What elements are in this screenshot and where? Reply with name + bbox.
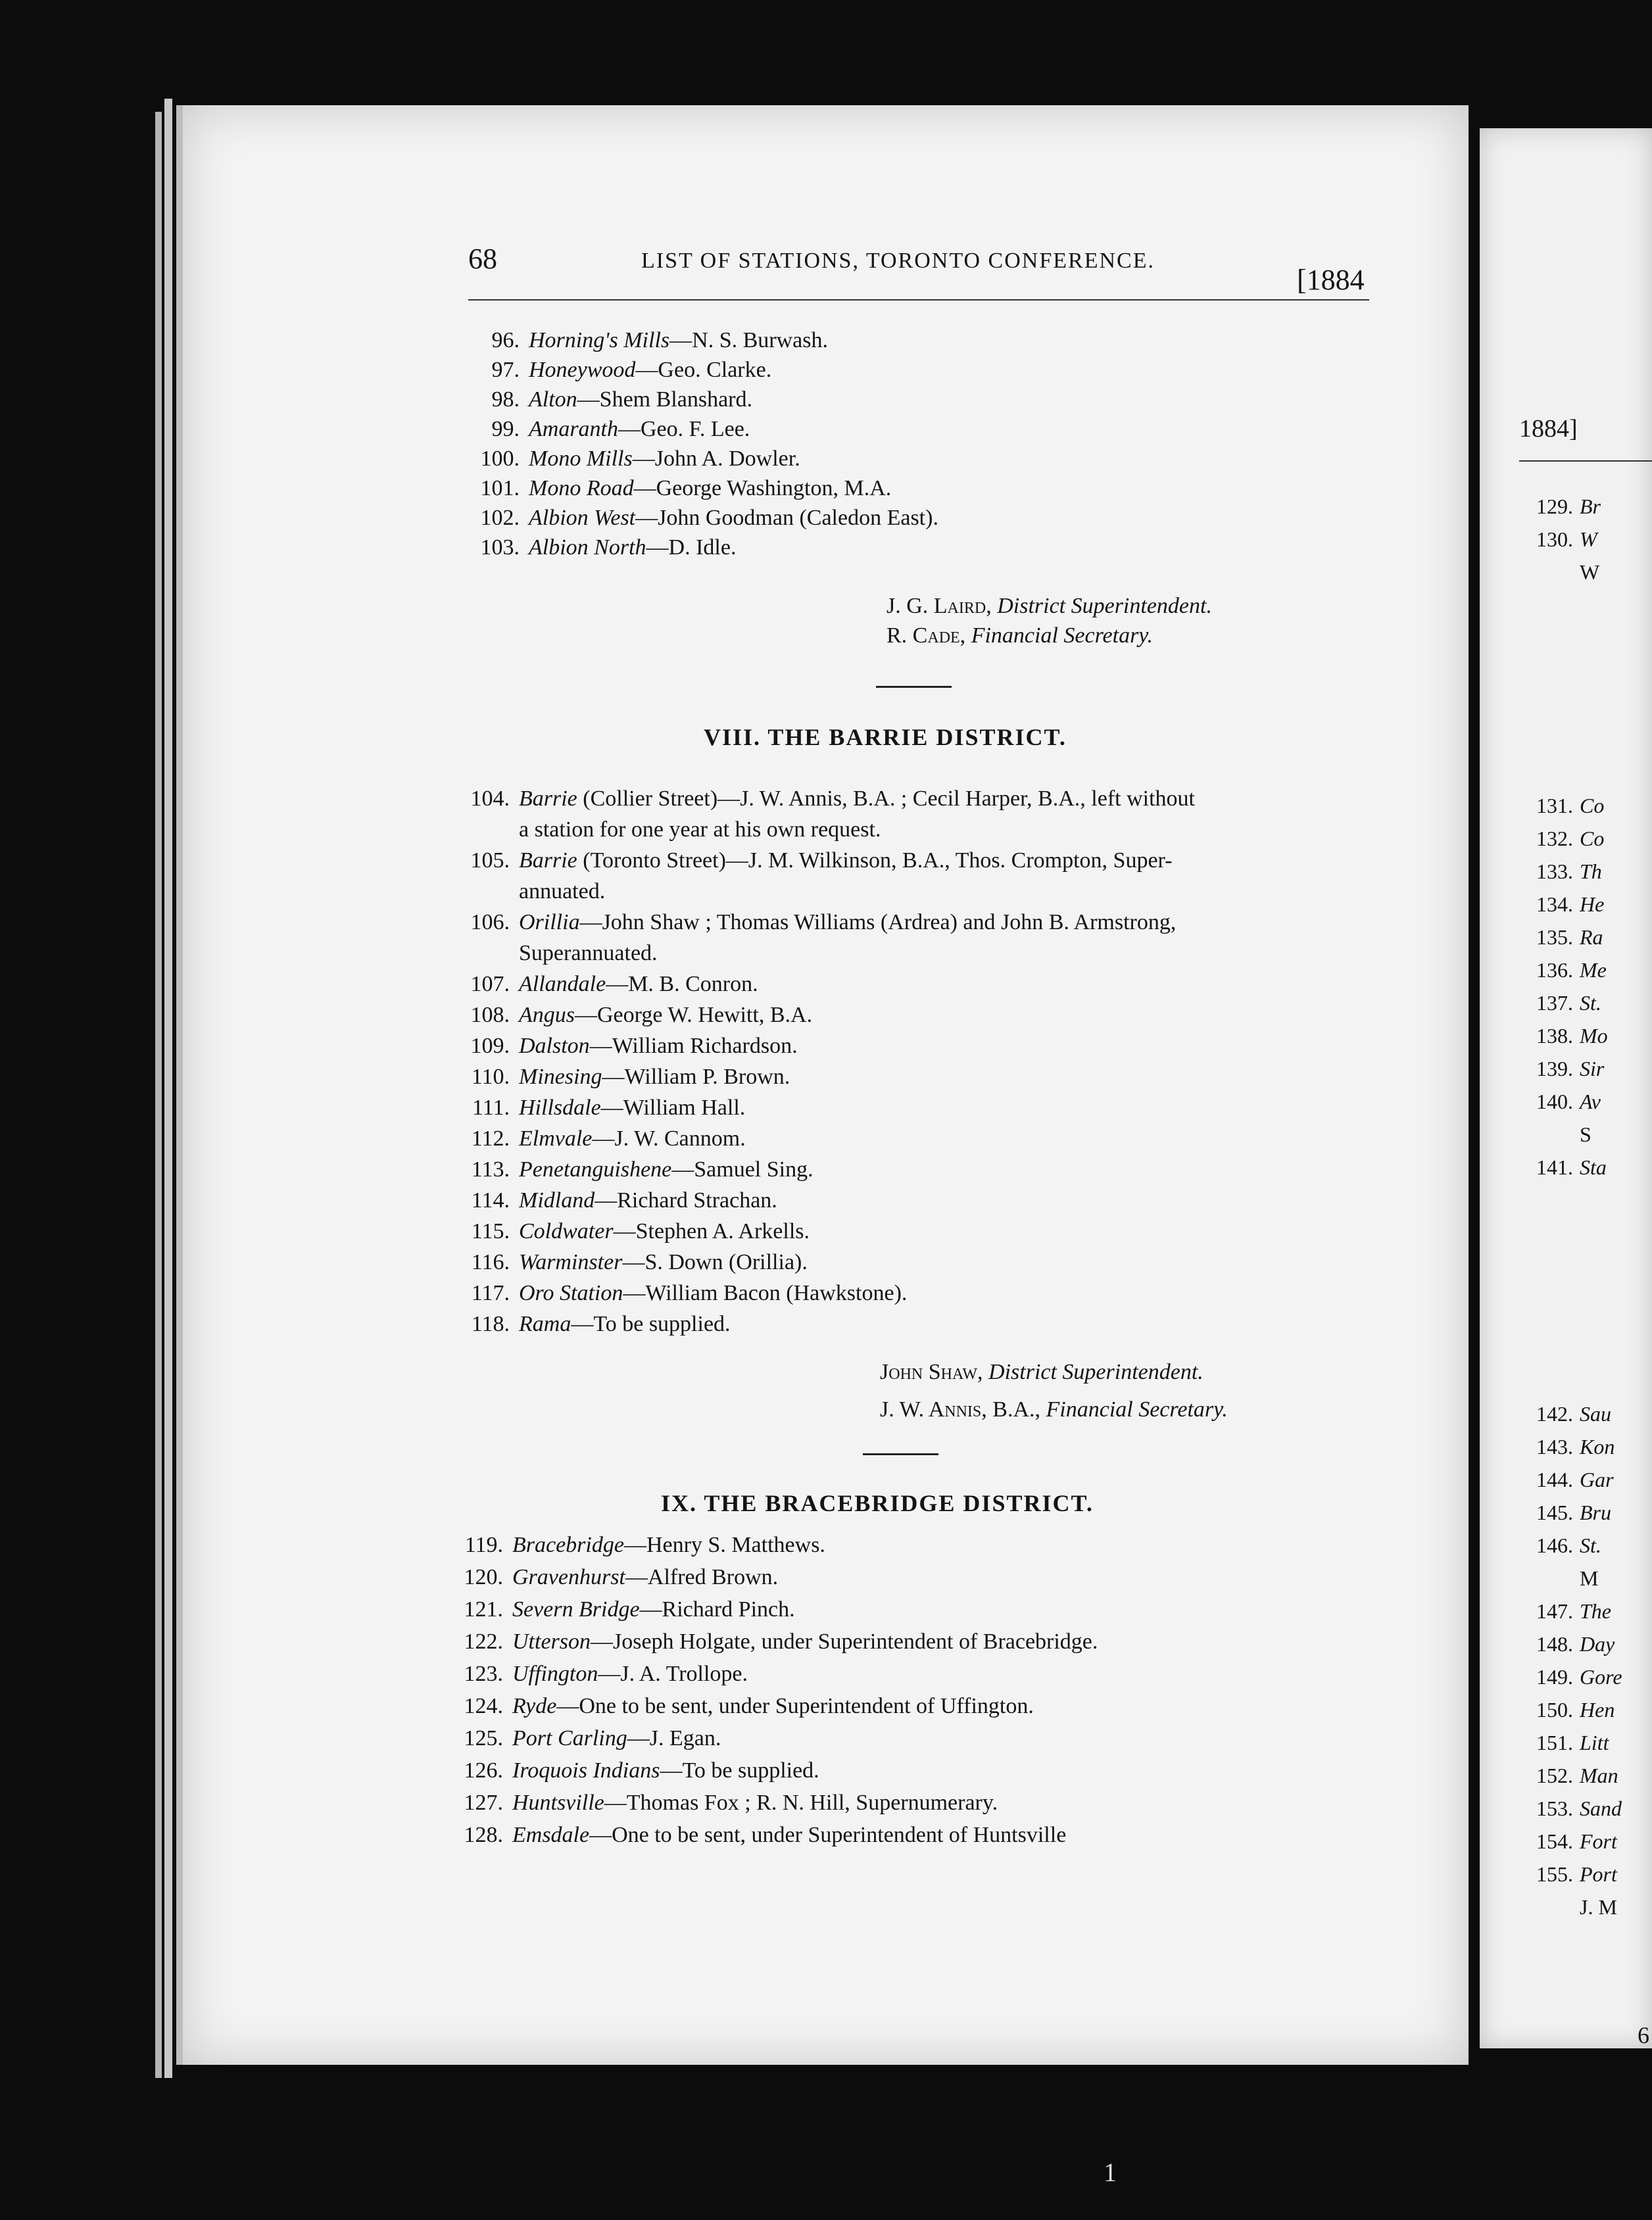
entry-number: 155.: [1536, 1862, 1573, 1886]
right-station-entry: [1519, 1795, 1622, 1822]
station-entry: [437, 1532, 825, 1558]
station-entry: [454, 475, 891, 502]
entry-number: 140.: [1536, 1090, 1573, 1113]
station-name: Coldwater: [519, 1219, 614, 1243]
entry-number: 118.: [471, 1312, 510, 1336]
entry-number: 113.: [471, 1157, 510, 1182]
station-name: Amaranth: [529, 417, 618, 441]
station-name: Penetanguishene: [519, 1157, 672, 1182]
entry-number: 111.: [472, 1096, 510, 1120]
running-title: LIST OF STATIONS, TORONTO CONFERENCE.: [641, 249, 1155, 273]
station-entry: [454, 535, 736, 561]
station-appointment: —Richard Pinch.: [639, 1597, 795, 1622]
station-appointment: —To be supplied.: [660, 1758, 819, 1783]
station-name-fragment: Bru: [1580, 1501, 1611, 1524]
station-name-fragment: Me: [1580, 958, 1607, 982]
entry-number: 149.: [1536, 1665, 1573, 1689]
entry-number: 126.: [464, 1758, 503, 1783]
right-page: [1480, 128, 1652, 2048]
station-entry: [454, 387, 752, 413]
right-station-entry: [1519, 858, 1602, 884]
station-appointment: —Samuel Sing.: [671, 1157, 814, 1182]
station-name: Rama: [519, 1312, 571, 1336]
station-appointment: —S. Down (Orillia).: [622, 1250, 808, 1274]
station-name-fragment: Gar: [1580, 1468, 1614, 1491]
entry-number: 137.: [1536, 991, 1573, 1015]
station-name: Minesing: [519, 1065, 602, 1089]
station-entry: [454, 416, 750, 443]
station-name-fragment: Day: [1580, 1632, 1615, 1656]
station-entry: [444, 1249, 808, 1276]
entry-number: 136.: [1536, 958, 1573, 982]
station-name: Albion West: [529, 506, 636, 530]
station-name-fragment: Mo: [1580, 1024, 1608, 1048]
station-appointment: (Collier Street)—J. W. Annis, B.A. ; Cecil Harper, B.A., left without: [577, 786, 1195, 811]
right-station-entry: [1519, 1023, 1608, 1049]
entry-number: 120.: [464, 1565, 503, 1589]
entry-number: 133.: [1536, 859, 1573, 883]
right-header-rule: [1519, 460, 1652, 462]
station-name-fragment: M: [1580, 1566, 1599, 1590]
station-name-fragment: Ra: [1580, 925, 1603, 949]
station-name-fragment: Kon: [1580, 1435, 1615, 1459]
station-entry: [437, 1758, 819, 1784]
station-name: Huntsville: [512, 1791, 604, 1815]
section-divider: [863, 1453, 938, 1455]
right-station-entry: [1519, 1532, 1601, 1558]
right-station-entry: [1519, 1466, 1614, 1493]
right-station-entry: [1519, 1894, 1617, 1920]
station-name: Warminster: [519, 1250, 623, 1274]
page-edge: [164, 99, 172, 2078]
entry-number: 112.: [471, 1126, 510, 1151]
station-appointment: —Joseph Holgate, under Superintendent of Bracebridge.: [591, 1629, 1098, 1654]
entry-number: 117.: [471, 1281, 510, 1305]
station-name-fragment: Litt: [1580, 1731, 1609, 1754]
right-station-entry: [1519, 493, 1601, 519]
entry-number: 142.: [1536, 1402, 1573, 1426]
entry-number: 143.: [1536, 1435, 1573, 1459]
station-name-fragment: St.: [1580, 991, 1601, 1015]
station-name: Gravenhurst: [512, 1565, 625, 1589]
entry-number: 108.: [470, 1003, 510, 1027]
right-station-entry: [1519, 1055, 1604, 1082]
signature-line: J. W. Annis, B.A., Financial Secretary.: [880, 1397, 1228, 1422]
signature-line: R. Cade, Financial Secretary.: [887, 623, 1154, 648]
entry-number: 121.: [464, 1597, 503, 1622]
station-entry: [444, 1157, 814, 1183]
station-appointment: —J. A. Trollope.: [598, 1662, 748, 1686]
signature-line: J. G. Laird, District Superintendent.: [887, 594, 1212, 618]
station-appointment: (Toronto Street)—J. M. Wilkinson, B.A., Thos. Crompton, Super-: [577, 848, 1173, 873]
entry-number: 138.: [1536, 1024, 1573, 1048]
entry-number: 151.: [1536, 1731, 1573, 1754]
station-appointment: —Thomas Fox ; R. N. Hill, Supernumerary.: [604, 1791, 998, 1815]
right-station-entry: [1519, 1401, 1611, 1427]
station-appointment: —Richard Strachan.: [595, 1188, 777, 1213]
entry-number: 124.: [464, 1694, 503, 1718]
entry-number: 123.: [464, 1662, 503, 1686]
station-appointment: —Geo. F. Lee.: [618, 417, 750, 441]
station-appointment: —D. Idle.: [646, 535, 737, 560]
station-entry: [444, 1095, 745, 1121]
running-year: [1884: [1297, 264, 1365, 296]
station-appointment: —Henry S. Matthews.: [623, 1533, 825, 1557]
station-name: Hillsdale: [519, 1096, 601, 1120]
entry-number: 119.: [464, 1533, 503, 1557]
station-entry: [437, 1822, 1066, 1848]
station-entry: [437, 1725, 721, 1752]
signature-line: John Shaw, District Superintendent.: [880, 1360, 1203, 1384]
entry-number: 141.: [1536, 1155, 1573, 1179]
station-entry: [437, 1790, 998, 1816]
station-entry: [454, 357, 771, 383]
station-appointment: —John A. Dowler.: [632, 446, 800, 471]
section-divider: [876, 686, 952, 688]
station-entry: [444, 1280, 907, 1307]
station-name: Mono Mills: [529, 446, 633, 471]
station-appointment: —To be supplied.: [571, 1312, 731, 1336]
station-name: Alton: [529, 387, 577, 412]
entry-number: 100.: [480, 446, 520, 471]
station-name-fragment: The: [1580, 1599, 1611, 1623]
station-name: Oro Station: [519, 1281, 623, 1305]
station-entry: [437, 1629, 1098, 1655]
right-station-entry: [1519, 1598, 1611, 1624]
entry-number: 122.: [464, 1629, 503, 1654]
right-station-entry: [1519, 924, 1603, 950]
station-entry: [454, 505, 938, 531]
district-heading: IX. THE BRACEBRIDGE DISTRICT.: [661, 1490, 1094, 1516]
entry-number: 132.: [1536, 827, 1573, 850]
station-name: Allandale: [519, 972, 606, 996]
station-appointment: —Geo. Clarke.: [635, 358, 772, 382]
station-name: Iroquois Indians: [512, 1758, 660, 1783]
station-name: Orillia: [519, 910, 580, 934]
entry-number: 145.: [1536, 1501, 1573, 1524]
entry-number: 114.: [471, 1188, 510, 1213]
station-name-fragment: St.: [1580, 1533, 1601, 1557]
station-entry-continuation: a station for one year at his own request.: [519, 817, 881, 842]
station-name: Severn Bridge: [512, 1597, 640, 1622]
right-station-entry: [1519, 1565, 1598, 1591]
entry-number: 97.: [491, 358, 520, 382]
station-entry: [444, 1064, 790, 1090]
entry-number: 96.: [491, 328, 520, 352]
entry-number: 125.: [464, 1726, 503, 1750]
right-station-entry: [1519, 1729, 1609, 1756]
right-station-entry: [1519, 1631, 1615, 1657]
station-appointment: —Shem Blanshard.: [577, 387, 752, 412]
station-appointment: —J. W. Cannom.: [592, 1126, 746, 1151]
entry-number: 98.: [491, 387, 520, 412]
station-name-fragment: W: [1580, 527, 1597, 551]
station-entry: [444, 1188, 777, 1214]
station-name-fragment: J. M: [1580, 1895, 1617, 1919]
entry-number: 105.: [470, 848, 510, 873]
station-appointment: —One to be sent, under Superintendent of Huntsville: [589, 1823, 1067, 1847]
entry-number: 150.: [1536, 1698, 1573, 1722]
district-heading: VIII. THE BARRIE DISTRICT.: [704, 724, 1067, 750]
station-entry-continuation: annuated.: [519, 879, 606, 904]
right-station-entry: [1519, 1154, 1607, 1180]
right-station-entry: [1519, 1434, 1615, 1460]
station-entry: [437, 1597, 795, 1623]
station-name: Uffington: [512, 1662, 598, 1686]
station-appointment: —N. S. Burwash.: [669, 328, 828, 352]
station-appointment: —William Richardson.: [589, 1034, 798, 1058]
entry-number: 148.: [1536, 1632, 1573, 1656]
entry-number: 139.: [1536, 1057, 1573, 1080]
station-entry: [444, 909, 1176, 936]
station-name: Port Carling: [512, 1726, 627, 1750]
entry-number: 154.: [1536, 1829, 1573, 1853]
right-station-entry: [1519, 1828, 1617, 1854]
station-name-fragment: He: [1580, 892, 1605, 916]
station-appointment: —Stephen A. Arkells.: [613, 1219, 810, 1243]
station-appointment: —M. B. Conron.: [606, 972, 758, 996]
station-name-fragment: Gore: [1580, 1665, 1622, 1689]
station-entry: [444, 1002, 812, 1028]
entry-number: 129.: [1536, 495, 1573, 518]
station-name: Elmvale: [519, 1126, 593, 1151]
station-name-fragment: Man: [1580, 1764, 1618, 1787]
entry-number: 110.: [471, 1065, 510, 1089]
station-entry: [437, 1564, 778, 1591]
right-station-entry: [1519, 957, 1607, 983]
right-station-entry: [1519, 990, 1601, 1016]
right-page-number: 6: [1638, 2022, 1649, 2048]
station-name-fragment: Co: [1580, 827, 1605, 850]
station-entry: [444, 971, 758, 998]
station-entry: [444, 1311, 731, 1338]
entry-number: 116.: [471, 1250, 510, 1274]
station-entry: [444, 786, 1195, 812]
entry-number: 144.: [1536, 1468, 1573, 1491]
station-name-fragment: S: [1580, 1122, 1591, 1146]
station-name-fragment: Sau: [1580, 1402, 1611, 1426]
right-station-entry: [1519, 1499, 1611, 1526]
entry-number: 99.: [491, 417, 520, 441]
station-appointment: —John Goodman (Caledon East).: [635, 506, 938, 530]
left-page: [176, 105, 1469, 2065]
film-mark: 1: [1104, 2158, 1117, 2187]
station-name: Barrie: [519, 786, 577, 811]
station-name: Ryde: [512, 1694, 557, 1718]
entry-number: 109.: [470, 1034, 510, 1058]
entry-number: 146.: [1536, 1533, 1573, 1557]
station-name: Honeywood: [529, 358, 636, 382]
entry-number: 135.: [1536, 925, 1573, 949]
station-name: Utterson: [512, 1629, 591, 1654]
right-station-entry: [1519, 1861, 1617, 1887]
right-station-entry: [1519, 1121, 1591, 1147]
station-entry: [444, 1126, 746, 1152]
entry-number: 130.: [1536, 527, 1573, 551]
station-appointment: —George W. Hewitt, B.A.: [575, 1003, 813, 1027]
entry-number: 127.: [464, 1791, 503, 1815]
station-name-fragment: W: [1580, 560, 1600, 584]
station-entry: [437, 1661, 748, 1687]
entry-number: 134.: [1536, 892, 1573, 916]
entry-number: 115.: [471, 1219, 510, 1243]
station-name-fragment: Fort: [1580, 1829, 1617, 1853]
station-name: Barrie: [519, 848, 577, 873]
station-entry: [454, 446, 800, 472]
station-name: Midland: [519, 1188, 595, 1213]
entry-number: 128.: [464, 1823, 503, 1847]
station-name: Bracebridge: [512, 1533, 624, 1557]
station-name-fragment: Br: [1580, 495, 1601, 518]
station-appointment: —One to be sent, under Superintendent of Uffington.: [556, 1694, 1034, 1718]
station-name: Albion North: [529, 535, 646, 560]
station-entry: [444, 848, 1173, 874]
entry-number: 147.: [1536, 1599, 1573, 1623]
right-station-entry: [1519, 891, 1604, 917]
header-rule: [468, 299, 1369, 301]
right-station-entry: [1519, 526, 1597, 552]
station-appointment: —William Hall.: [600, 1096, 746, 1120]
station-name: Angus: [519, 1003, 575, 1027]
station-entry: [454, 327, 828, 354]
station-appointment: —John Shaw ; Thomas Williams (Ardrea) and John B. Armstrong,: [579, 910, 1177, 934]
station-appointment: —William P. Brown.: [602, 1065, 790, 1089]
entry-number: 106.: [470, 910, 510, 934]
entry-number: 153.: [1536, 1797, 1573, 1820]
right-station-entry: [1519, 1088, 1601, 1115]
entry-number: 103.: [480, 535, 520, 560]
station-name: Horning's Mills: [529, 328, 670, 352]
entry-number: 131.: [1536, 794, 1573, 817]
station-name-fragment: Av: [1580, 1090, 1601, 1113]
station-name: Emsdale: [512, 1823, 590, 1847]
entry-number: 102.: [480, 506, 520, 530]
station-name-fragment: Hen: [1580, 1698, 1615, 1722]
station-name: Dalston: [519, 1034, 590, 1058]
entry-number: 101.: [480, 476, 520, 500]
station-name-fragment: Co: [1580, 794, 1605, 817]
station-appointment: —George Washington, M.A.: [633, 476, 892, 500]
entry-number: 107.: [470, 972, 510, 996]
station-entry: [437, 1693, 1034, 1720]
station-appointment: —J. Egan.: [627, 1726, 721, 1750]
station-name-fragment: Sand: [1580, 1797, 1622, 1820]
station-appointment: —William Bacon (Hawkstone).: [623, 1281, 908, 1305]
station-name-fragment: Port: [1580, 1862, 1617, 1886]
right-station-entry: [1519, 559, 1599, 585]
station-name: Mono Road: [529, 476, 634, 500]
right-station-entry: [1519, 792, 1604, 819]
right-station-entry: [1519, 1664, 1622, 1690]
station-name-fragment: Sta: [1580, 1155, 1607, 1179]
station-name-fragment: Th: [1580, 859, 1602, 883]
page-number: 68: [468, 243, 497, 275]
right-running-year: 1884]: [1519, 415, 1578, 443]
station-appointment: —Alfred Brown.: [625, 1565, 779, 1589]
station-entry: [444, 1219, 810, 1245]
entry-number: 104.: [470, 786, 510, 811]
page-edge: [155, 112, 162, 2078]
station-name-fragment: Sir: [1580, 1057, 1605, 1080]
entry-number: 152.: [1536, 1764, 1573, 1787]
right-station-entry: [1519, 825, 1604, 852]
station-entry-continuation: Superannuated.: [519, 941, 658, 965]
right-station-entry: [1519, 1762, 1618, 1789]
station-entry: [444, 1033, 798, 1059]
right-station-entry: [1519, 1697, 1615, 1723]
